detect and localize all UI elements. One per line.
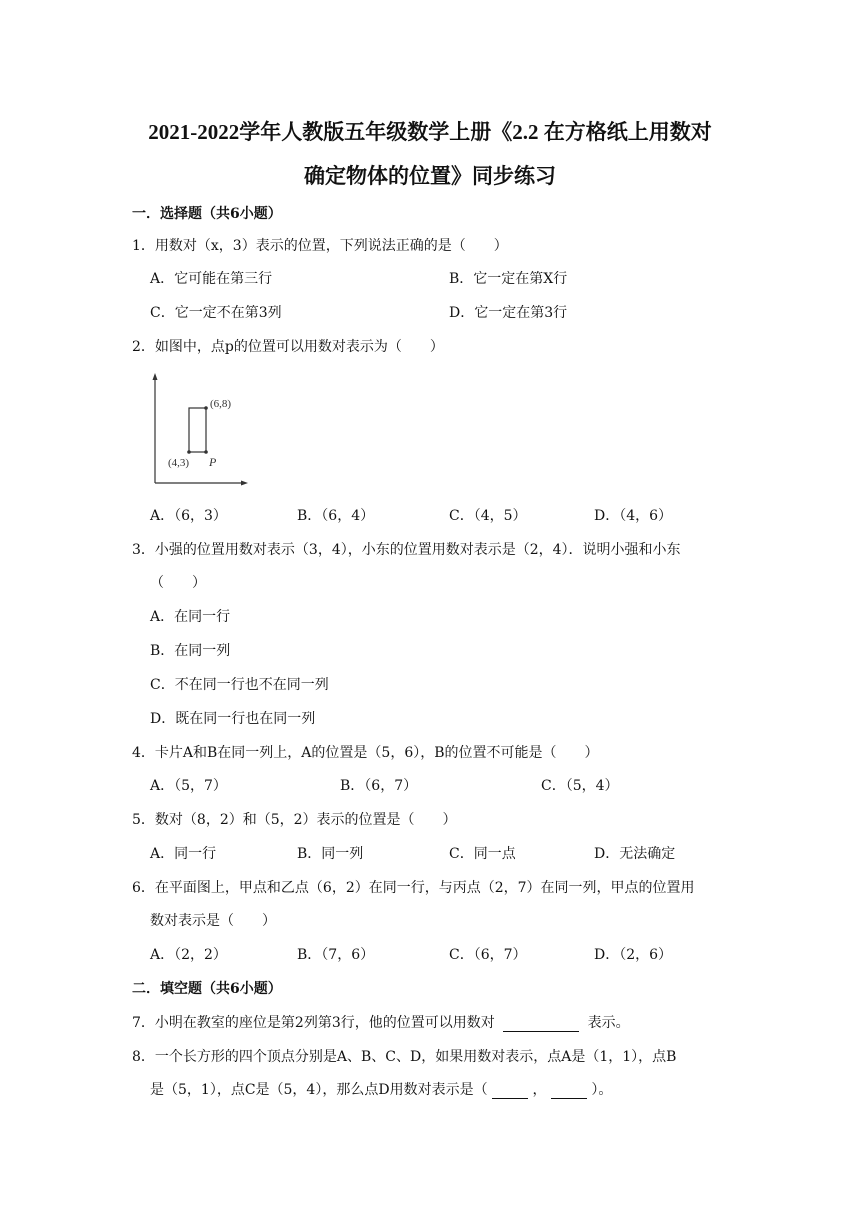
question-6-option-a: A．（2，2） [150,947,227,963]
question-3-option-a: A．在同一行 [150,609,231,625]
question-8-stem-line-1: 8．一个长方形的四个顶点分别是A、B、C、D，如果用数对表示，点A是（1，1），点B [132,1049,677,1065]
question-5-option-b: B．同一列 [297,846,364,862]
point-top-right [204,406,208,410]
question-4-option-b: B．（6，7） [340,778,418,794]
section-heading-fill-in: 二．填空题（共6小题） [132,981,282,997]
question-1-option-a: A．它可能在第三行 [150,271,273,287]
document-title-line-1: 2021-2022学年人教版五年级数学上册《2.2 在方格纸上用数对 [148,120,712,144]
question-2-option-b: B．（6，4） [297,508,375,524]
question-1-option-b: B．它一定在第X行 [449,271,568,287]
question-3-option-b: B．在同一列 [150,643,231,659]
question-2-stem: 2．如图中，点p的位置可以用数对表示为（ ） [132,339,444,355]
question-1-stem: 1．用数对（x，3）表示的位置，下列说法正确的是（ ） [132,238,508,254]
question-6-option-b: B．（7，6） [297,947,375,963]
question-2-option-c: C．（4，5） [449,508,527,524]
question-4-stem: 4．卡片A和B在同一列上，A的位置是（5，6），B的位置不可能是（ ） [132,745,599,761]
question-7-stem [132,1014,630,1032]
question-6-stem-line-2: 数对表示是（ ） [150,913,276,929]
question-6-option-d: D．（2，6） [594,947,673,963]
question-3-stem-line-1: 3．小强的位置用数对表示（3，4），小东的位置用数对表示是（2，4）．说明小强和小东 [132,542,681,558]
question-5-option-c: C．同一点 [449,846,516,862]
question-1-option-c: C．它一定不在第3列 [150,305,282,321]
x-axis-arrow [241,481,248,486]
question-2-option-a: A．（6，3） [150,508,227,524]
question-5-option-a: A．同一行 [150,846,217,862]
question-8-separator: ， [532,1082,547,1098]
question-7-text-after: 表示。 [587,1015,630,1031]
question-2-figure [148,370,252,490]
question-1-option-d: D．它一定在第3行 [449,305,568,321]
point-p [204,450,208,454]
question-8-text-after: ）。 [591,1082,613,1098]
question-7-answer-blank[interactable] [503,1016,579,1032]
question-3-option-c: C．不在同一行也不在同一列 [150,677,329,693]
question-6-stem-line-1: 6．在平面图上，甲点和乙点（6，2）在同一行，与丙点（2，7）在同一列，甲点的位置用 [132,880,695,896]
document-title-line-2: 确定物体的位置》同步练习 [304,164,556,188]
question-4-option-a: A．（5，7） [150,778,227,794]
point-bottom-left [187,450,191,454]
question-7-text-before: 7．小明在教室的座位是第2列第3行，他的位置可以用数对 [132,1015,495,1031]
question-4-option-c: C．（5，4） [541,778,619,794]
question-8-text-before: 是（5，1），点C是（5，4），那么点D用数对表示是（ [150,1082,488,1098]
label-p: P [209,455,217,469]
label-4-3: (4,3) [168,457,190,469]
question-3-option-d: D．既在同一行也在同一列 [150,711,316,727]
question-6-option-c: C．（6，7） [449,947,527,963]
question-2-option-d: D．（4，6） [594,508,673,524]
question-5-option-d: D．无法确定 [594,846,676,862]
question-3-stem-line-2: （ ） [150,575,206,591]
question-5-stem: 5．数对（8，2）和（5，2）表示的位置是（ ） [132,812,457,828]
section-heading-choice: 一．选择题（共6小题） [132,206,282,222]
question-8-answer-blank-2[interactable] [551,1083,587,1099]
rectangle-shape [189,408,206,452]
y-axis-arrow [153,373,158,380]
question-8-answer-blank-1[interactable] [492,1083,528,1099]
label-6-8: (6,8) [210,398,232,410]
question-8-stem-line-2 [150,1081,612,1099]
